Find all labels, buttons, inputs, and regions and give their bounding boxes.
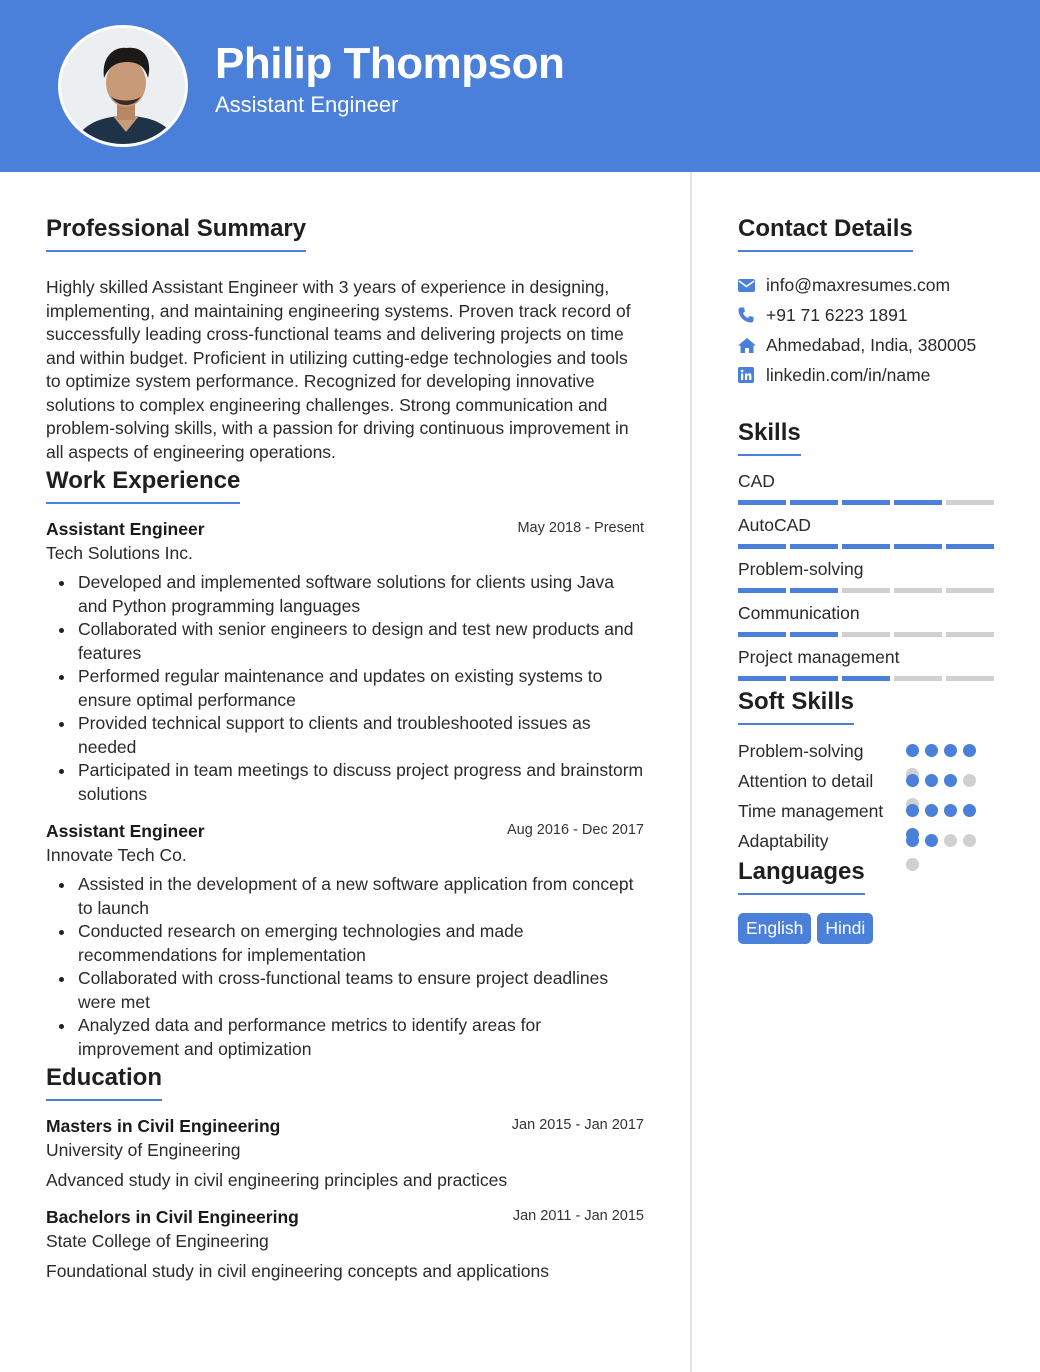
soft-skills-section bbox=[738, 687, 998, 853]
education-degree: Masters in Civil Engineering bbox=[46, 1116, 281, 1136]
education-school: University of Engineering bbox=[46, 1140, 241, 1160]
linkedin-icon bbox=[738, 367, 766, 383]
rating-dot bbox=[944, 834, 957, 847]
job-bullet: Performed regular maintenance and updates on existing systems to ensure optimal performance bbox=[46, 665, 646, 712]
job-entry bbox=[46, 820, 646, 1061]
skill-level-segment bbox=[894, 676, 942, 681]
skill-level-segment bbox=[790, 588, 838, 593]
soft-skills-heading: Soft Skills bbox=[738, 687, 854, 725]
contact-phone[interactable]: +91 71 6223 1891 bbox=[766, 304, 908, 325]
rating-dot bbox=[963, 774, 976, 787]
skill-level-segment bbox=[790, 544, 838, 549]
contact-section bbox=[738, 214, 998, 390]
soft-skill-name: Time management bbox=[738, 801, 884, 821]
home-icon bbox=[738, 338, 766, 353]
skills-list bbox=[738, 470, 998, 681]
education-section bbox=[46, 1063, 646, 1283]
skill-name: CAD bbox=[738, 471, 775, 491]
skill-level-segment bbox=[842, 676, 890, 681]
skill-level-segment bbox=[738, 676, 786, 681]
rating-dot bbox=[925, 744, 938, 757]
skill-level-segment bbox=[946, 500, 994, 505]
contact-item-address bbox=[738, 330, 998, 360]
contact-list bbox=[738, 270, 998, 390]
skill-level-segment bbox=[946, 544, 994, 549]
skill-level-bar bbox=[738, 500, 998, 505]
skill-level-segment bbox=[790, 676, 838, 681]
job-bullet: Assisted in the development of a new software application from concept to launch bbox=[46, 873, 646, 920]
contact-item-linkedin bbox=[738, 360, 998, 390]
summary-section bbox=[46, 214, 646, 464]
job-company: Innovate Tech Co. bbox=[46, 845, 187, 865]
contact-heading: Contact Details bbox=[738, 214, 913, 252]
skill-level-segment bbox=[894, 500, 942, 505]
skill-level-segment bbox=[842, 588, 890, 593]
contact-address: Ahmedabad, India, 380005 bbox=[766, 334, 977, 355]
resume-header bbox=[0, 0, 1040, 172]
education-entry bbox=[46, 1206, 646, 1283]
education-description: Foundational study in civil engineering concepts and applications bbox=[46, 1261, 549, 1281]
job-bullet: Developed and implemented software solutions for clients using Java and Python programming languages bbox=[46, 571, 646, 618]
skill-level-segment bbox=[790, 500, 838, 505]
contact-item-email bbox=[738, 270, 998, 300]
skill-level-bar bbox=[738, 676, 998, 681]
soft-skill-name: Adaptability bbox=[738, 831, 829, 851]
skill-name: Project management bbox=[738, 647, 900, 667]
job-date: Aug 2016 - Dec 2017 bbox=[506, 822, 644, 838]
soft-skill-item bbox=[738, 829, 998, 853]
job-bullet: Conducted research on emerging technologies and made recommendations for implementation bbox=[46, 920, 646, 967]
rating-dot bbox=[925, 774, 938, 787]
soft-skill-name: Attention to detail bbox=[738, 771, 874, 791]
education-degree: Bachelors in Civil Engineering bbox=[46, 1207, 299, 1227]
skills-section bbox=[738, 418, 998, 681]
job-bullet: Participated in team meetings to discuss project progress and brainstorm solutions bbox=[46, 759, 646, 806]
rating-dot bbox=[944, 804, 957, 817]
job-bullets bbox=[46, 571, 646, 806]
skill-name: Problem-solving bbox=[738, 559, 864, 579]
skill-level-bar bbox=[738, 544, 998, 549]
education-entry bbox=[46, 1115, 646, 1192]
language-tag: English bbox=[738, 913, 811, 944]
languages-section bbox=[738, 857, 998, 944]
skill-name: Communication bbox=[738, 603, 860, 623]
skill-level-segment bbox=[790, 632, 838, 637]
envelope-icon bbox=[738, 279, 766, 292]
rating-dot bbox=[925, 834, 938, 847]
soft-skills-list bbox=[738, 739, 998, 853]
skill-item bbox=[738, 646, 998, 681]
job-date: May 2018 - Present bbox=[517, 520, 644, 536]
contact-email[interactable]: info@maxresumes.com bbox=[766, 274, 951, 295]
job-company: Tech Solutions Inc. bbox=[46, 543, 193, 563]
candidate-name: Philip Thompson bbox=[215, 39, 565, 88]
skill-level-bar bbox=[738, 588, 998, 593]
skill-item bbox=[738, 470, 998, 505]
language-tag: Hindi bbox=[817, 913, 873, 944]
soft-skill-item bbox=[738, 799, 998, 823]
rating-dot bbox=[906, 834, 919, 847]
soft-skill-name: Problem-solving bbox=[738, 741, 864, 761]
rating-dot bbox=[925, 804, 938, 817]
education-heading: Education bbox=[46, 1063, 162, 1101]
rating-dot bbox=[906, 774, 919, 787]
skill-level-segment bbox=[946, 676, 994, 681]
avatar bbox=[58, 25, 188, 147]
rating-dot bbox=[963, 744, 976, 757]
rating-dot bbox=[963, 834, 976, 847]
skill-level-segment bbox=[946, 588, 994, 593]
skill-level-segment bbox=[894, 632, 942, 637]
rating-dot bbox=[944, 744, 957, 757]
job-bullet: Analyzed data and performance metrics to identify areas for improvement and optimization bbox=[46, 1014, 646, 1061]
job-title: Assistant Engineer bbox=[46, 519, 205, 539]
skill-name: AutoCAD bbox=[738, 515, 811, 535]
phone-icon bbox=[738, 307, 766, 323]
avatar-portrait-icon bbox=[61, 28, 188, 147]
skill-item bbox=[738, 514, 998, 549]
rating-dot bbox=[944, 774, 957, 787]
job-title: Assistant Engineer bbox=[46, 821, 205, 841]
column-divider bbox=[690, 172, 692, 1372]
experience-section bbox=[46, 466, 646, 1061]
skill-item bbox=[738, 558, 998, 593]
education-date: Jan 2015 - Jan 2017 bbox=[511, 1117, 644, 1133]
candidate-title: Assistant Engineer bbox=[215, 92, 399, 117]
languages-heading: Languages bbox=[738, 857, 865, 895]
skill-level-segment bbox=[894, 588, 942, 593]
experience-heading: Work Experience bbox=[46, 466, 240, 504]
soft-skill-item bbox=[738, 769, 998, 793]
languages-list bbox=[738, 913, 998, 944]
skills-heading: Skills bbox=[738, 418, 801, 456]
education-school: State College of Engineering bbox=[46, 1231, 269, 1251]
summary-heading: Professional Summary bbox=[46, 214, 306, 252]
skill-level-segment bbox=[738, 588, 786, 593]
job-bullet: Provided technical support to clients and troubleshooted issues as needed bbox=[46, 712, 646, 759]
rating-dot bbox=[906, 744, 919, 757]
skill-level-segment bbox=[842, 544, 890, 549]
skill-level-segment bbox=[894, 544, 942, 549]
education-description: Advanced study in civil engineering principles and practices bbox=[46, 1170, 508, 1190]
job-bullet: Collaborated with senior engineers to design and test new products and features bbox=[46, 618, 646, 665]
skill-level-segment bbox=[738, 632, 786, 637]
rating-dot bbox=[906, 804, 919, 817]
job-entry bbox=[46, 518, 646, 806]
skill-level-segment bbox=[842, 632, 890, 637]
skill-level-bar bbox=[738, 632, 998, 637]
main-column bbox=[46, 214, 646, 1283]
soft-skill-item bbox=[738, 739, 998, 763]
sidebar-column bbox=[738, 214, 998, 944]
job-bullets bbox=[46, 873, 646, 1061]
skill-level-segment bbox=[842, 500, 890, 505]
summary-text: Highly skilled Assistant Engineer with 3 years of experience in designing, implementing, and maintaining engineering systems. Proven track record of successfully leading cross-functional teams and delivering projects on time and within budget. Proficient in utilizing cutting-edge technologies and tools to optimize system performance. Recognized for developing innovative solutions to complex engineering challenges. Strong communication and problem-solving skills, with a passion for driving continuous improvement in all aspects of engineering operations. bbox=[46, 277, 631, 462]
skill-level-segment bbox=[738, 500, 786, 505]
education-date: Jan 2011 - Jan 2015 bbox=[512, 1208, 644, 1224]
contact-linkedin[interactable]: linkedin.com/in/name bbox=[766, 364, 931, 385]
rating-dot bbox=[963, 804, 976, 817]
skill-level-segment bbox=[946, 632, 994, 637]
skill-level-segment bbox=[738, 544, 786, 549]
job-bullet: Collaborated with cross-functional teams to ensure project deadlines were met bbox=[46, 967, 646, 1014]
skill-item bbox=[738, 602, 998, 637]
contact-item-phone bbox=[738, 300, 998, 330]
